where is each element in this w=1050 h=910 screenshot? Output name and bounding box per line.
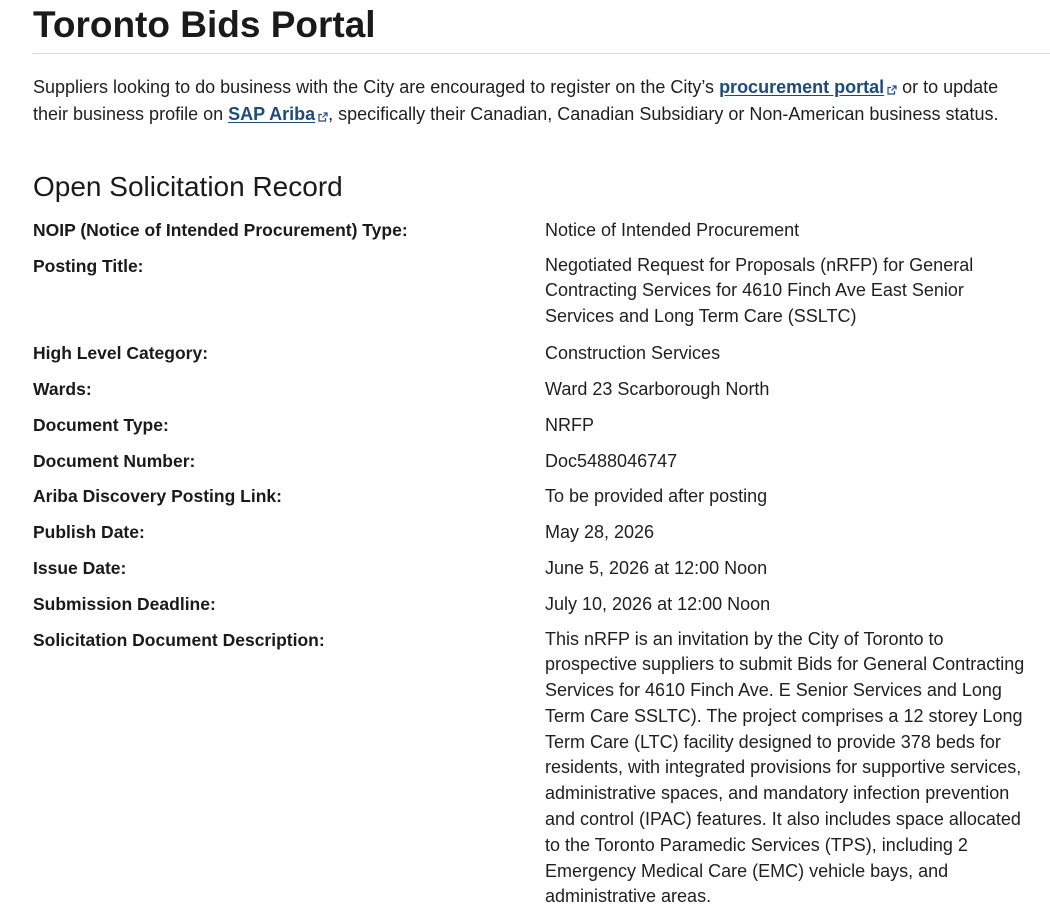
sap-ariba-link-label: SAP Ariba bbox=[228, 104, 316, 124]
record-row-noip-type bbox=[33, 217, 1033, 253]
record-row-ariba-link bbox=[33, 483, 1033, 519]
record-value: Notice of Intended Procurement bbox=[545, 220, 800, 240]
record-value: This nRFP is an invitation by the City of Toronto to prospective suppliers to submit Bids for General Contracting Services for 4610 Finch Ave. E Senior Services and Long Term Care SSLTC). The project comprises a 12 storey Long Term Care (LTC) facility designed to provide 378 beds for residents, with integrated provisions for supportive services, administrative spaces, and mandatory infection prevention and control (IPAC) features. It also includes space allocated to the Toronto Paramedic Services (TPS), including 2 Emergency Medical Care (EMC) vehicle bays, and administrative areas. bbox=[545, 628, 1025, 907]
solicitation-record-list bbox=[33, 217, 1033, 910]
intro-text-1: Suppliers looking to do business with the City are encouraged to register on the City’s bbox=[33, 77, 720, 97]
sap-ariba-link[interactable] bbox=[228, 104, 315, 124]
record-row-description bbox=[33, 627, 1033, 910]
record-row-posting-title bbox=[33, 253, 1033, 340]
intro-text-2: or to update their business profile on bbox=[33, 77, 999, 124]
intro-text-3: , specifically their Canadian, Canadian Subsidiary or Non-American business status. bbox=[328, 104, 999, 124]
record-label: Publish Date: bbox=[33, 522, 145, 542]
record-label: Document Number: bbox=[33, 450, 196, 471]
record-row-document-type bbox=[33, 412, 1033, 448]
record-label: Posting Title: bbox=[33, 255, 144, 276]
record-value: May 28, 2026 bbox=[545, 522, 655, 542]
record-label: Wards: bbox=[33, 378, 92, 399]
record-value: June 5, 2026 at 12:00 Noon bbox=[545, 558, 768, 578]
record-label: Document Type: bbox=[33, 414, 169, 435]
external-link-icon bbox=[318, 104, 328, 129]
record-value: Construction Services bbox=[545, 342, 721, 363]
record-label: Solicitation Document Description: bbox=[33, 629, 325, 650]
record-row-publish-date bbox=[33, 519, 1033, 555]
section-heading: Open Solicitation Record bbox=[33, 171, 343, 202]
record-value: July 10, 2026 at 12:00 Noon bbox=[545, 594, 771, 614]
record-label: NOIP (Notice of Intended Procurement) Type: bbox=[33, 220, 408, 240]
record-row-issue-date bbox=[33, 555, 1033, 591]
record-label: High Level Category: bbox=[33, 342, 209, 363]
record-row-document-number bbox=[33, 448, 1033, 484]
record-label: Issue Date: bbox=[33, 558, 127, 578]
record-value: To be provided after posting bbox=[545, 486, 768, 506]
record-row-wards bbox=[33, 376, 1033, 412]
record-label: Submission Deadline: bbox=[33, 594, 216, 614]
record-value: Ward 23 Scarborough North bbox=[545, 378, 770, 399]
procurement-portal-link-label: procurement portal bbox=[719, 77, 885, 97]
title-divider bbox=[33, 53, 1050, 54]
page-title: Toronto Bids Portal bbox=[33, 4, 376, 45]
record-row-category bbox=[33, 340, 1033, 376]
record-value: NRFP bbox=[545, 414, 594, 435]
external-link-icon bbox=[887, 77, 897, 102]
record-row-submission-deadline bbox=[33, 591, 1033, 627]
intro-paragraph bbox=[33, 75, 1038, 129]
record-value: Negotiated Request for Proposals (nRFP) for General Contracting Services for 4610 Finch Ave East Senior Services and Long Term Care (SSLTC) bbox=[545, 254, 974, 327]
record-label: Ariba Discovery Posting Link: bbox=[33, 486, 282, 506]
procurement-portal-link[interactable] bbox=[719, 77, 884, 97]
record-value: Doc5488046747 bbox=[545, 450, 678, 471]
